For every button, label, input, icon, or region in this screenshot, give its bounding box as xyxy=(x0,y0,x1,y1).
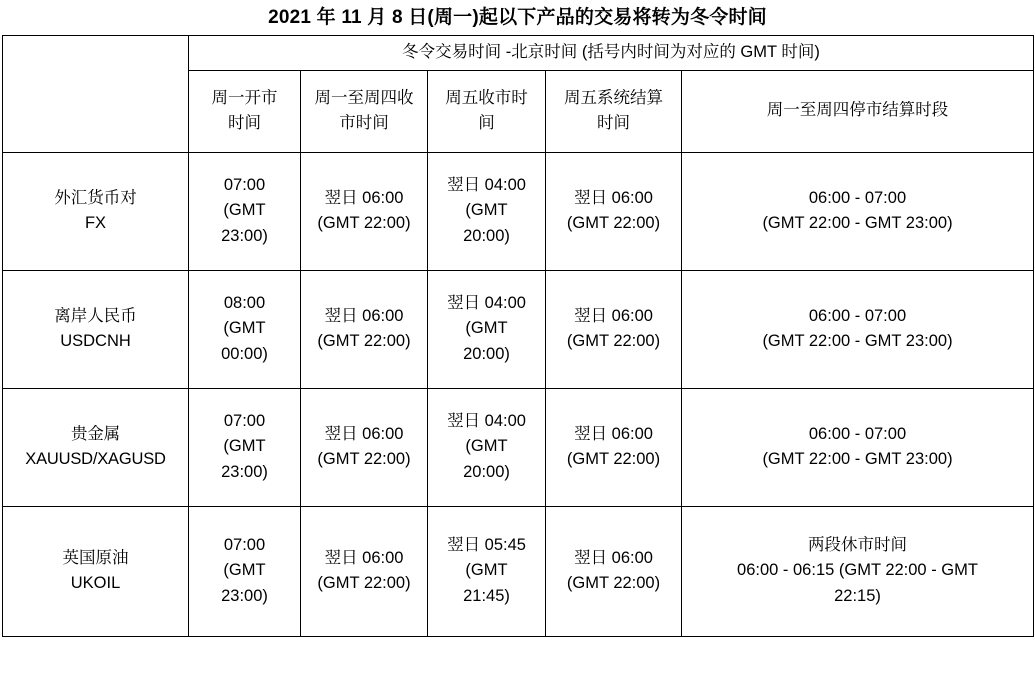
table-group-header-row xyxy=(3,36,1034,71)
product-name-cell xyxy=(3,506,189,636)
cell-mon-thu-halt xyxy=(682,270,1034,388)
product-line: FX xyxy=(84,214,107,233)
value-line: 翌日 06:00 xyxy=(574,188,653,207)
value-line: 23:00) xyxy=(221,462,268,481)
header-line: 时间 xyxy=(228,114,261,133)
page-title: 2021 年 11 月 8 日(周一)起以下产品的交易将转为冬令时间 xyxy=(268,7,767,28)
cell-mon-thu-close xyxy=(301,270,428,388)
value-line: (GMT xyxy=(465,319,508,338)
value-line: (GMT 22:00) xyxy=(566,332,661,351)
cell-mon-open xyxy=(189,506,301,636)
product-line: 贵金属 xyxy=(71,424,120,443)
value-line: (GMT xyxy=(223,201,266,220)
header-line: 周五收市时 xyxy=(445,88,528,107)
value-line: (GMT 22:00 - GMT 23:00) xyxy=(762,332,953,351)
value-line: (GMT xyxy=(465,561,508,580)
product-name-cell xyxy=(3,152,189,270)
cell-mon-open xyxy=(189,152,301,270)
value-line: (GMT 22:00) xyxy=(317,332,411,351)
column-header-fri-settlement xyxy=(546,70,682,152)
cell-fri-close xyxy=(428,270,546,388)
value-line: 06:00 - 06:15 (GMT 22:00 - GMT xyxy=(737,561,978,580)
cell-fri-close xyxy=(428,388,546,506)
cell-fri-close xyxy=(428,506,546,636)
table-row xyxy=(3,388,1034,506)
value-line: 翌日 06:00 xyxy=(324,424,404,443)
value-line: 翌日 06:00 xyxy=(324,188,404,207)
product-name-cell xyxy=(3,388,189,506)
table-row xyxy=(3,270,1034,388)
value-line: 翌日 06:00 xyxy=(324,548,404,567)
header-line: 周一至周四停市结算时段 xyxy=(766,101,949,120)
column-header-fri-close xyxy=(428,70,546,152)
cell-mon-open xyxy=(189,388,301,506)
value-line: 06:00 - 07:00 xyxy=(808,424,907,443)
value-line: (GMT xyxy=(465,201,508,220)
cell-fri-settlement xyxy=(546,152,682,270)
cell-mon-thu-halt xyxy=(682,506,1034,636)
product-line: 离岸人民币 xyxy=(54,306,137,325)
product-line: USDCNH xyxy=(60,332,131,351)
value-line: 翌日 06:00 xyxy=(574,424,653,443)
product-name-cell xyxy=(3,270,189,388)
cell-fri-settlement xyxy=(546,270,682,388)
value-line: (GMT 22:00) xyxy=(317,214,411,233)
value-line: 07:00 xyxy=(223,535,266,554)
column-header-mon-thu-close xyxy=(301,70,428,152)
value-line: (GMT 22:00) xyxy=(566,574,661,593)
value-line: 06:00 - 07:00 xyxy=(808,306,907,325)
header-line: 周一开市 xyxy=(211,88,278,107)
value-line: 翌日 05:45 xyxy=(447,535,526,554)
value-line: 07:00 xyxy=(223,411,266,430)
value-line: 20:00) xyxy=(463,226,510,245)
value-line: 00:00) xyxy=(221,344,268,363)
value-line: 08:00 xyxy=(223,293,266,312)
header-line: 间 xyxy=(478,114,495,133)
cell-mon-open xyxy=(189,270,301,388)
table-row xyxy=(3,506,1034,636)
header-line: 市时间 xyxy=(339,114,389,133)
value-line: (GMT 22:00) xyxy=(566,450,661,469)
value-line: 06:00 - 07:00 xyxy=(808,188,907,207)
value-line: 翌日 06:00 xyxy=(574,306,653,325)
value-line: 07:00 xyxy=(223,175,266,194)
value-line: 翌日 06:00 xyxy=(574,548,653,567)
cell-mon-thu-close xyxy=(301,388,428,506)
value-line: (GMT 22:00 - GMT 23:00) xyxy=(762,214,953,233)
header-line: 时间 xyxy=(597,114,630,133)
value-line: 20:00) xyxy=(463,462,510,481)
header-line: 周一至周四收 xyxy=(314,88,414,107)
product-line: 外汇货币对 xyxy=(54,188,137,207)
cell-fri-close xyxy=(428,152,546,270)
winter-trading-hours-table xyxy=(2,35,1034,637)
cell-fri-settlement xyxy=(546,506,682,636)
value-line: (GMT 22:00 - GMT 23:00) xyxy=(762,450,953,469)
value-line: 翌日 04:00 xyxy=(447,411,526,430)
cell-mon-thu-close xyxy=(301,152,428,270)
value-line: (GMT 22:00) xyxy=(317,450,411,469)
product-line: XAUUSD/XAGUSD xyxy=(25,450,166,469)
value-line: 翌日 04:00 xyxy=(447,175,526,194)
column-header-mon-open xyxy=(189,70,301,152)
value-line: (GMT 22:00) xyxy=(566,214,661,233)
product-line: 英国原油 xyxy=(62,548,129,567)
cell-fri-settlement xyxy=(546,388,682,506)
value-line: 22:15) xyxy=(834,586,881,605)
value-line: (GMT xyxy=(223,437,266,456)
value-line: (GMT 22:00) xyxy=(317,574,411,593)
cell-mon-thu-halt xyxy=(682,388,1034,506)
value-line: 21:45) xyxy=(463,586,510,605)
product-line: UKOIL xyxy=(70,574,121,593)
value-line: 翌日 04:00 xyxy=(447,293,526,312)
header-line: 周五系统结算 xyxy=(564,88,663,107)
value-line: (GMT xyxy=(465,437,508,456)
table-row xyxy=(3,152,1034,270)
column-header-mon-thu-halt xyxy=(682,70,1034,152)
value-line: (GMT xyxy=(223,561,266,580)
value-line: 23:00) xyxy=(221,226,268,245)
value-line: 翌日 06:00 xyxy=(324,306,404,325)
cell-mon-thu-close xyxy=(301,506,428,636)
group-header-cell: 冬令交易时间 -北京时间 (括号内时间为对应的 GMT 时间) xyxy=(189,36,1034,71)
value-line: 两段休市时间 xyxy=(808,535,907,554)
cell-mon-thu-halt xyxy=(682,152,1034,270)
value-line: 23:00) xyxy=(221,586,268,605)
value-line: (GMT xyxy=(223,319,266,338)
corner-blank-cell xyxy=(3,36,189,153)
value-line: 20:00) xyxy=(463,344,510,363)
